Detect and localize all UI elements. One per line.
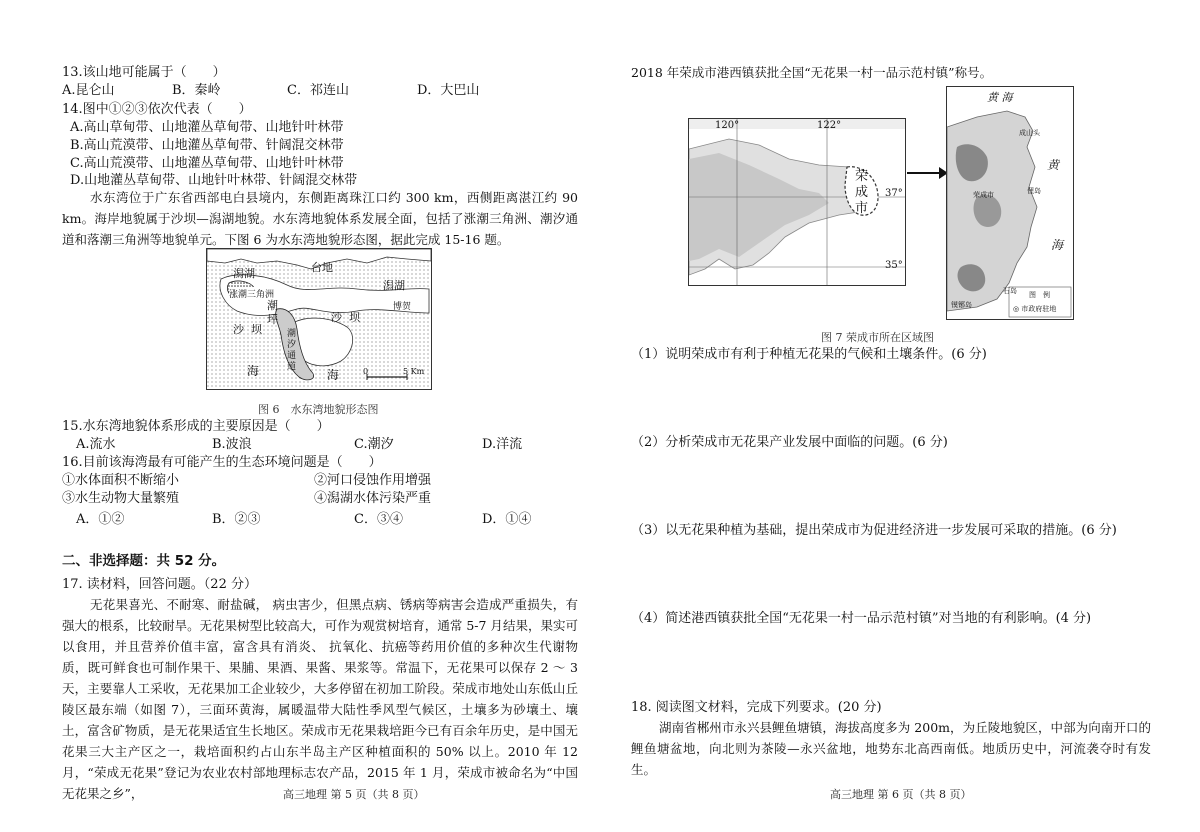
q15-option-b[interactable]: B.波浪 bbox=[212, 437, 252, 452]
fig7-place-shidao: 石岛 bbox=[1003, 287, 1017, 295]
q17-sub-3: （3）以无花果种植为基础，提出荣成市为促进经济进一步发展可采取的措施。(6 分) bbox=[631, 523, 1117, 538]
q16-item-3: ③水生动物大量繁殖 bbox=[62, 491, 180, 506]
fig6-lagoon-label-2: 潟湖 bbox=[383, 279, 405, 292]
q13-options bbox=[62, 82, 479, 99]
q15-options bbox=[76, 436, 522, 453]
q14-option-d[interactable]: D.山地灌丛草甸带、山地针叶林带、针阔混交林带 bbox=[70, 173, 358, 188]
fig7-place-moye: 镆铘岛 bbox=[951, 301, 972, 309]
q15-option-c[interactable]: C.潮汐 bbox=[354, 437, 394, 452]
q13-option-a[interactable]: A.昆仑山 bbox=[62, 83, 115, 98]
q17-stem: 17. 读材料，回答问题。（22 分） bbox=[62, 577, 257, 592]
fig7-place-rongcheng: 荣成市 bbox=[973, 191, 994, 199]
fig7-legend-title: 图 例 bbox=[1029, 291, 1050, 299]
q14-stem: 14.图中①②③依次代表（ ） bbox=[62, 102, 252, 117]
figure-7-detail-map bbox=[946, 86, 1074, 320]
fig6-scale-five: 5 Km bbox=[403, 367, 425, 376]
figure-7-region-svg bbox=[689, 119, 905, 285]
q16-option-b[interactable]: B．②③ bbox=[212, 512, 261, 527]
fig7-rongcheng-label: 荣成市 bbox=[855, 169, 869, 216]
q16-stem: 16.目前该海湾最有可能产生的生态环境问题是（ ） bbox=[62, 455, 382, 470]
fig6-platform-label: 台地 bbox=[311, 261, 333, 274]
fig6-bar-label-1: 坝 bbox=[251, 323, 262, 336]
fig7-lat-35: 35° bbox=[885, 260, 903, 271]
q13-stem: 13.该山地可能属于（ ） bbox=[62, 65, 226, 80]
q13-option-d[interactable]: D．大巴山 bbox=[417, 83, 480, 98]
fig7-lon-122: 122° bbox=[817, 120, 842, 131]
fig7-huanghai-top: 黄 海 bbox=[987, 91, 1013, 104]
fig7-huang-label: 黄 bbox=[1047, 158, 1060, 172]
fig7-hai-label: 海 bbox=[1051, 238, 1064, 252]
q17-material-continuation: 2018 年荣成市港西镇获批全国“无花果一村一品示范村镇”称号。 bbox=[631, 65, 993, 80]
footer-page-6: 高三地理 第 6 页（共 8 页） bbox=[830, 788, 972, 801]
q17-material: 无花果喜光、不耐寒、耐盐碱， 病虫害少，但黑点病、锈病等病害会造成严重损失，有强大的根系，比较耐旱。无花果树型比较高大，可作为观赏树培育，通常 5-7 月结果，果实可以食用，并且营养价值丰富，富含具有消炎、 抗氧化、抗癌等药用价值的多种次生代谢物质，既可鲜食也可制作果干、果脯、果酒、果酱、果浆等。常温下，无花果可以保存 2 ～ 3 天，主要靠人工采收，无花果加工企业较少，大多停留在初加工阶段。荣成市地处山东低山丘陵区最东端（如图 7），三面环黄海，属暖温带大陆性季风型气候区，土壤多为砂壤土、壤土，富含矿物质，是无花果适宜生长地区。荣成市无花果栽培距今已有百余年历史，是中国无花果三大主产区之一，栽培面积约占山东半岛主产区种植面积的 50% 以上。2010 年 12 月，“荣成无花果”登记为农业农村部地理标志农产品，2015 年 1 月，荣成市被命名为“中国无花果之乡”， bbox=[62, 597, 578, 801]
q16-item-4: ④潟湖水体污染严重 bbox=[314, 491, 432, 506]
q16-item-2: ②河口侵蚀作用增强 bbox=[314, 473, 432, 488]
fig6-sand-label-2: 沙 bbox=[331, 311, 342, 324]
q15-option-a[interactable]: A.流水 bbox=[76, 437, 116, 452]
fig6-channel-label: 潮汐通道 bbox=[287, 329, 297, 372]
q18-stem: 18. 阅读图文材料，完成下列要求。(20 分) bbox=[631, 700, 882, 715]
fig6-scale-zero: 0 bbox=[363, 367, 369, 376]
fig7-place-chengshantou: 成山头 bbox=[1019, 129, 1040, 137]
q15-option-d[interactable]: D.洋流 bbox=[482, 437, 523, 452]
fig6-sea-label-1: 海 bbox=[247, 364, 260, 378]
q16-item-1: ①水体面积不断缩小 bbox=[62, 473, 180, 488]
fig6-bar-label-2: 坝 bbox=[349, 311, 360, 324]
fig6-sand-label-1: 沙 bbox=[233, 323, 244, 336]
q13-option-c[interactable]: C．祁连山 bbox=[287, 83, 349, 98]
q17-sub-2: （2）分析荣成市无花果产业发展中面临的问题。(6 分) bbox=[631, 435, 948, 450]
section-2-heading: 二、非选择题：共 52 分。 bbox=[62, 553, 226, 569]
fig6-flat-label: 潮坪 bbox=[267, 299, 278, 326]
fig6-town-label: 博贺 bbox=[393, 302, 412, 312]
fig7-lon-120: 120° bbox=[715, 120, 740, 131]
figure-7-region-map bbox=[688, 118, 906, 286]
arrow-icon bbox=[905, 166, 949, 180]
fig7-lat-37: 37° bbox=[885, 188, 903, 199]
fig7-legend-item: ◎ 市政府驻地 bbox=[1013, 305, 1057, 313]
q18-material: 湖南省郴州市永兴县鲤鱼塘镇，海拔高度多为 200m，为丘陵地貌区，中部为向南开口的鲤鱼塘盆地，向北则为茶陵—永兴盆地，地势东北高西南低。地质历史中，河流袭夺时有发生。 bbox=[631, 720, 1151, 777]
q17-sub-1: （1）说明荣成市有利于种植无花果的气候和土壤条件。(6 分) bbox=[631, 347, 987, 362]
footer-page-5: 高三地理 第 5 页（共 8 页） bbox=[283, 788, 425, 801]
q14-option-b[interactable]: B.高山荒漠带、山地灌丛草甸带、针阔混交林带 bbox=[70, 138, 344, 153]
q16-option-d[interactable]: D．①④ bbox=[482, 512, 532, 527]
q13-option-b[interactable]: B．秦岭 bbox=[172, 83, 221, 98]
q16-options bbox=[76, 511, 531, 528]
fig6-lagoon-label-1: 潟湖 bbox=[233, 267, 255, 280]
q15-stem: 15.水东湾地貌体系形成的主要原因是（ ） bbox=[62, 419, 330, 434]
q14-option-a[interactable]: A.高山草甸带、山地灌丛草甸带、山地针叶林带 bbox=[70, 120, 344, 135]
figure-6-map bbox=[206, 248, 432, 390]
fig6-sea-label-2: 海 bbox=[327, 368, 340, 382]
figure-7-caption: 图 7 荣成市所在区域图 bbox=[821, 331, 934, 344]
fig6-delta-label: 涨潮三角洲 bbox=[229, 287, 274, 304]
figure-6-caption: 图 6 水东湾地貌形态图 bbox=[258, 403, 379, 416]
q16-option-a[interactable]: A．①② bbox=[76, 512, 125, 527]
q17-sub-4: （4）简述港西镇获批全国“无花果一村一品示范村镇”对当地的有利影响。(4 分) bbox=[631, 611, 1092, 626]
intro-15-16: 水东湾位于广东省西部电白县境内，东侧距离珠江口约 300 km，西侧距离湛江约 90 km。海岸地貌属于沙坝—潟湖地貌。水东湾地貌体系发展全面，包括了涨潮三角洲、潮汐通道和落潮三角洲等地貌单元。下图 6 为水东湾地貌形态图，据此完成 15-16 题。 bbox=[62, 190, 578, 247]
q16-option-c[interactable]: C．③④ bbox=[354, 512, 403, 527]
fig7-place-lidao: 俚岛 bbox=[1027, 187, 1041, 195]
q14-option-c[interactable]: C.高山荒漠带、山地灌丛草甸带、山地针叶林带 bbox=[70, 156, 344, 171]
